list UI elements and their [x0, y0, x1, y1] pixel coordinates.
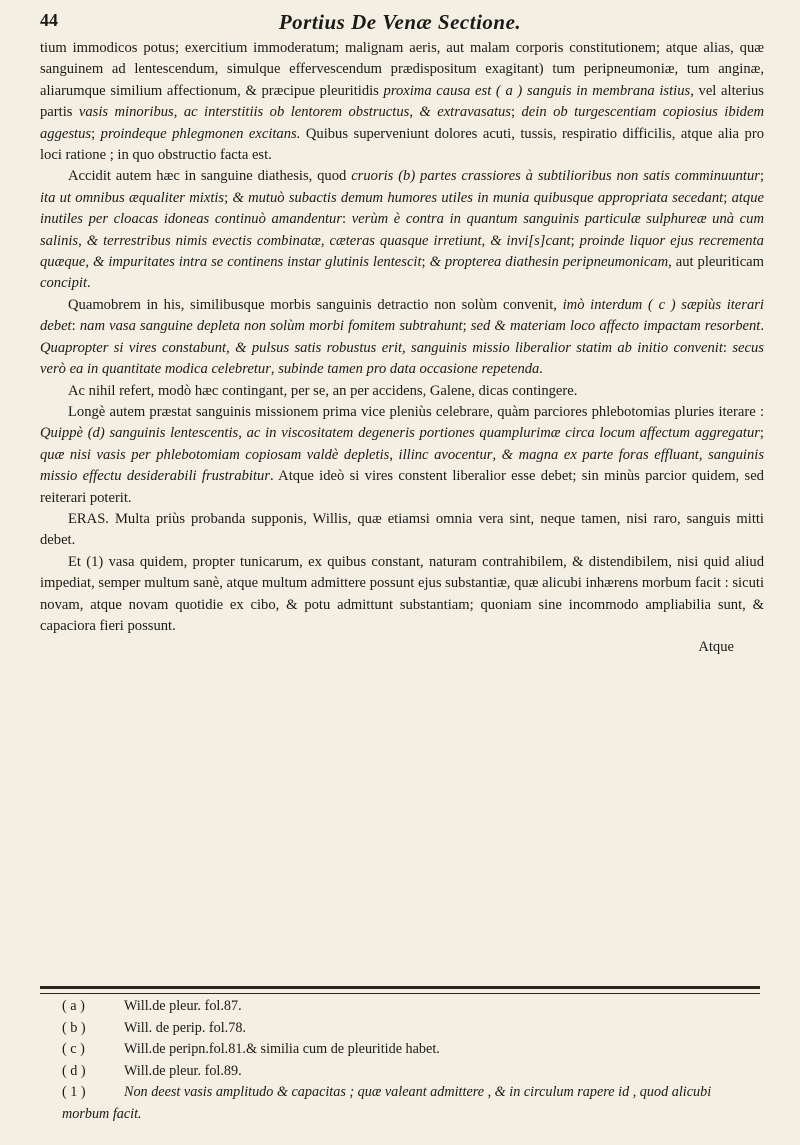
footnote	[62, 1039, 752, 1061]
paragraph-4: Ac nihil refert, modò hæc contingant, per se, an per accidens, Galene, dicas contingere.	[68, 382, 578, 399]
footnote-label: ( a )	[62, 998, 85, 1014]
catchword: Atque	[698, 639, 734, 656]
footnote-text: Will.de pleur. fol.89.	[124, 1062, 242, 1079]
paragraph-3: Quamobrem in his, similibusque morbis sanguinis detractio non solùm convenit, imò interdum ( c ) sæpiùs iterari debet: nam vasa sanguine depleta non solùm morbi fomitem subtrahunt; sed & materiam loco affecto impactam resorbent. Quapropter si vires constabunt, & pulsus satis robustus erit, sanguinis missio liberalior statim ab initio convenit: secus verò ea in quantitate modica celebretur, subinde tamen pro data occasione repetenda.	[40, 296, 764, 378]
paragraph-6: ERAS. Multa priùs probanda supponis, Willis, quæ etiamsi omnia vera sint, neque tamen, nisi raro, sanguis mitti debet.	[40, 510, 764, 549]
footnote-label: ( b )	[62, 1019, 86, 1036]
footnote-text: Will.de peripn.fol.81.& similia cum de pleuritide habet.	[124, 1041, 440, 1057]
footnote	[62, 996, 752, 1018]
footnote	[62, 1061, 752, 1083]
footnote-label: ( d )	[62, 1062, 86, 1079]
page-header	[40, 10, 760, 38]
footnote-text: Non deest vasis amplitudo & capacitas ; quæ valeant admittere , & in circulum rapere id , quod alicubi morbum facit.	[62, 1084, 712, 1122]
footnote	[62, 1018, 752, 1040]
footnote-text: Will.de pleur. fol.87.	[124, 998, 242, 1014]
paragraph-5: Longè autem præstat sanguinis missionem prima vice pleniùs celebrare, quàm parciores phlebotomias pluries iterare : Quippè (d) sanguinis lentescentis, ac in viscositatem degeneris portiones quamplurimæ circa locum affectum aggregatur; quæ nisi vasis per phlebotomiam copiosam valdè depletis, illinc avocentur, & magna ex parte foras effluant, sanguinis missio effectu desiderabili frustrabitur. Atque ideò si vires constent liberalior esse debet; sin minùs parcior quidem, sed reiterari poterit.	[40, 403, 765, 506]
footnote-label: ( c )	[62, 1041, 85, 1057]
footnote	[62, 1082, 752, 1125]
paragraph-2: Accidit autem hæc in sanguine diathesis, quod cruoris (b) partes crassiores à subtilioribus non satis comminuuntur; ita ut omnibus æqualiter mixtis; & mutuò subactis demum humores utiles in munia quibusque appropriata secedant; atque inutiles per cloacas idoneas continuò amandentur: verùm è contra in quantum sanguinis particulæ sulphureæ unà cum salinis, & terrestribus nimis evectis combinatæ, cæteras quasque irretiunt, & invi[s]cant; proinde liquor ejus recrementa quæque, & impuritates intra se continens instar glutinis lentescit; & propterea diathesin peripneumonicam, aut pleuriticam concipit.	[40, 168, 765, 292]
paragraph-1: tium immodicos potus; exercitium immoderatum; malignam aeris, aut malam corporis constitutionem; atque alias, quæ sanguinem ad lentescendum, simulque effervescendum prædispositum exagitant) tum peripneumoniæ, tum anginæ, aliarumque similium affectionum, & præcipue pleuritidis proxima causa est ( a ) sanguis in membrana istius, vel alterius partis vasis minoribus, ac interstitiis ob lentorem obstructus, & extravasatus; dein ob turgescentiam copiosius ibidem aggestus; proindeque phlegmonen excitans. Quibus superveniunt dolores acuti, tussis, respiratio difficilis, atque alia pro loci ratione ; in quo obstructio facta est.	[40, 40, 764, 164]
paragraph-7: Et (1) vasa quidem, propter tunicarum, ex quibus constant, naturam contrahibilem, & distendibilem, nisi quid aliud impediat, semper multum sanè, atque multum admittere possunt ejus substantiæ, quæ alicubi inhærens morbum facit : sicuti novam, atque novam quotidie ex cibo, & potu admittunt substantiam; quoniam sine incommodo ampliabilia sunt, & capaciora fieri possunt.	[40, 553, 764, 634]
footnotes	[62, 996, 752, 1125]
running-title: Portius De Venæ Sectione.	[278, 10, 522, 34]
main-text	[40, 38, 764, 659]
footnote-text: Will. de perip. fol.78.	[124, 1019, 246, 1036]
footnote-label: ( 1 )	[62, 1084, 86, 1100]
page-number: 44	[40, 10, 58, 30]
footnote-rule	[40, 986, 760, 994]
